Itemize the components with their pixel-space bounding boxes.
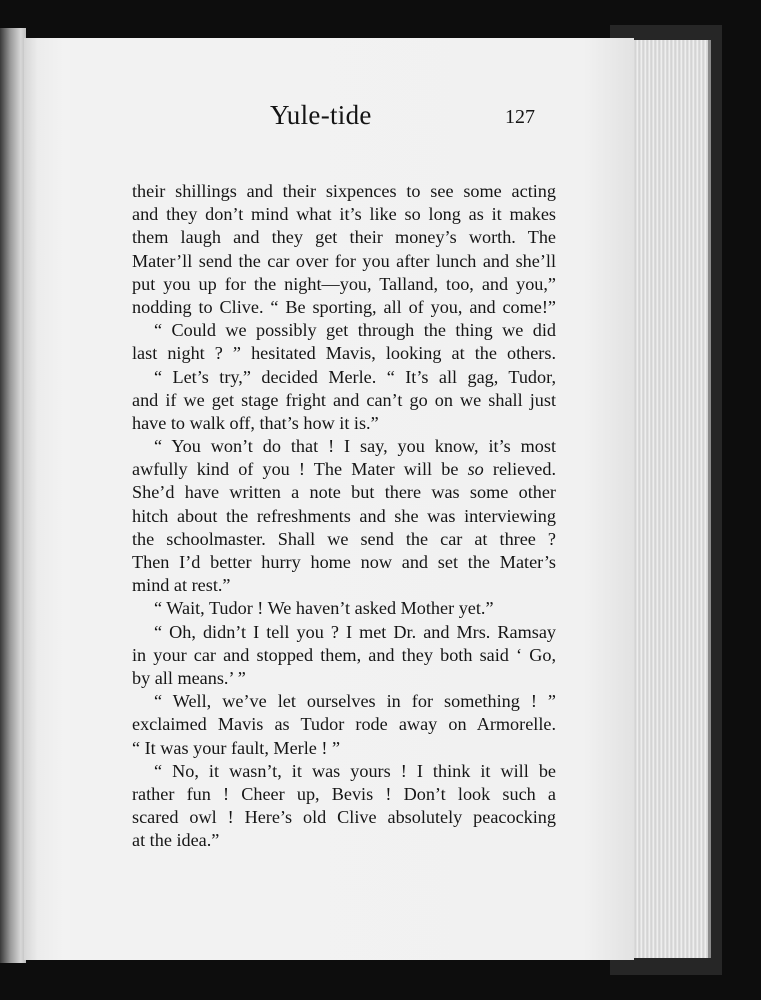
text-line: She’d have written a note but there was some other	[132, 482, 556, 503]
page-stack-edge	[628, 40, 711, 958]
text-line: Mater’ll send the car over for you after lunch and she’ll	[132, 250, 556, 271]
text-line: at the idea.”	[132, 830, 220, 851]
text-line: “ No, it wasn’t, it was yours ! I think it will be	[154, 760, 556, 781]
text-line: and if we get stage fright and can’t go on we shall just	[132, 389, 556, 410]
text-line: by all means.’ ”	[132, 667, 246, 688]
text-line: put you up for the night—you, Talland, too, and you,”	[132, 273, 556, 294]
text-line: hitch about the refreshments and she was interviewing	[132, 505, 556, 526]
text-line: last night ? ” hesitated Mavis, looking at the others.	[132, 343, 556, 364]
text-line: the schoolmaster. Shall we send the car at three ?	[132, 528, 556, 549]
text-line: “ It was your fault, Merle ! ”	[132, 737, 341, 758]
text-line: mind at rest.”	[132, 575, 231, 596]
text-line: Then I’d better hurry home now and set the Mater’s	[132, 552, 556, 572]
text-line: nodding to Clive. “ Be sporting, all of you, and come!”	[132, 296, 556, 317]
text-line: “ Could we possibly get through the thing we did	[154, 320, 556, 341]
text-line: awfully kind of you ! The Mater will be so relieved.	[132, 459, 556, 480]
previous-page-edge	[0, 28, 26, 963]
text-line: “ Oh, didn’t I tell you ? I met Dr. and Mrs. Ramsay	[154, 621, 556, 642]
book-page	[24, 38, 634, 960]
text-line: exclaimed Mavis as Tudor rode away on Armorelle.	[132, 714, 556, 735]
text-line: rather fun ! Cheer up, Bevis ! Don’t look such a	[132, 783, 556, 804]
text-line: “ You won’t do that ! I say, you know, it’s most	[154, 436, 556, 457]
text-line: “ Let’s try,” decided Merle. “ It’s all gag, Tudor,	[154, 366, 556, 387]
text-line: in your car and stopped them, and they both said ‘ Go,	[132, 644, 556, 665]
text-line: their shillings and their sixpences to see some acting	[132, 181, 556, 201]
text-line: have to walk off, that’s how it is.”	[132, 412, 379, 433]
text-line: scared owl ! Here’s old Clive absolutely peacocking	[132, 807, 556, 828]
running-title: Yule-tide	[270, 100, 372, 130]
body-text	[132, 180, 556, 852]
text-line: “ Wait, Tudor ! We haven’t asked Mother yet.”	[154, 598, 494, 619]
text-line: “ Well, we’ve let ourselves in for something ! ”	[154, 691, 556, 712]
text-line: and they don’t mind what it’s like so long as it makes	[132, 204, 556, 225]
text-line: them laugh and they get their money’s worth. The	[132, 227, 556, 248]
running-head	[24, 100, 634, 140]
page-number: 127	[505, 106, 535, 128]
